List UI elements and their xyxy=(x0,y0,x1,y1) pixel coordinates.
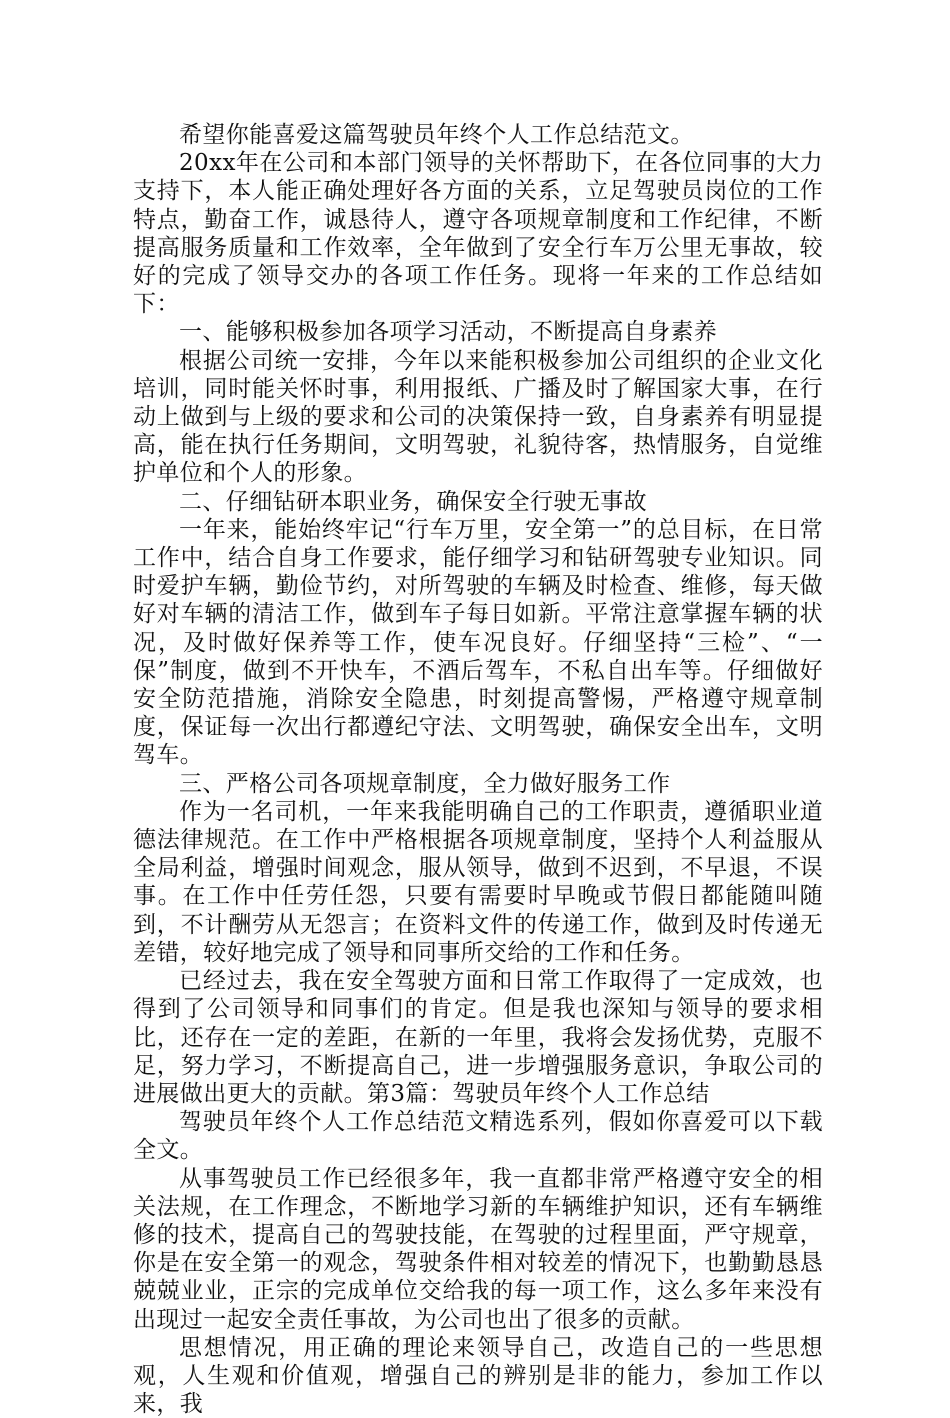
paragraph-experience: 从事驾驶员工作已经很多年，我一直都非常严格遵守安全的相关法规，在工作理念，不断地学习新的车辆维护知识，还有车辆维修的技术，提高自己的驾驶技能，在驾驶的过程里面，严守规章，你是在安全第一的观念，驾驶条件相对较差的情况下，也勤勤恳恳兢兢业业，正宗的完成单位交给我的每一项工作，这么多年来没有出现过一起安全责任事故，为公司也出了很多的贡献。 xyxy=(133,1165,823,1333)
section-heading-2: 二、仔细钻研本职业务，确保安全行驶无事故 xyxy=(179,488,647,515)
section-heading-3: 三、严格公司各项规章制度，全力做好服务工作 xyxy=(179,770,671,797)
paragraph-thoughts: 思想情况，用正确的理论来领导自己，改造自己的一些思想观，人生观和价值观，增强自己的辨别是非的能力，参加工作以来，我 xyxy=(133,1334,823,1418)
paragraph-section-3: 作为一名司机，一年来我能明确自己的工作职责，遵循职业道德法律规范。在工作中严格根据各项规章制度，坚持个人利益服从全局利益，增强时间观念，服从领导，做到不迟到，不早退，不误事。在工作中任劳任怨，只要有需要时早晚或节假日都能随叫随到，不计酬劳从无怨言；在资料文件的传递工作，做到及时传递无差错，较好地完成了领导和同事所交给的工作和任务。 xyxy=(133,798,823,966)
paragraph-section-1: 根据公司统一安排，今年以来能积极参加公司组织的企业文化培训，同时能关怀时事，利用报纸、广播及时了解国家大事，在行动上做到与上级的要求和公司的决策保持一致，自身素养有明显提高，能在执行任务期间，文明驾驶，礼貌待客，热情服务，自觉维护单位和个人的形象。 xyxy=(133,347,823,487)
paragraph-section-2: 一年来，能始终牢记“行车万里，安全第一”的总目标，在日常工作中，结合自身工作要求，能仔细学习和钻研驾驶专业知识。同时爱护车辆，勤俭节约，对所驾驶的车辆及时检查、维修，每天做好对车辆的清洁工作，做到车子每日如新。平常注意掌握车辆的状况，及时做好保养等工作，使车况良好。仔细坚持“三检”、“一保”制度，做到不开快车，不酒后驾车，不私自出车等。仔细做好安全防范措施，消除安全隐患，时刻提高警惕，严格遵守规章制度，保证每一次出行都遵纪守法、文明驾驶，确保安全出车，文明驾车。 xyxy=(133,516,823,769)
paragraph-intro: 希望你能喜爱这篇驾驶员年终个人工作总结范文。 xyxy=(179,122,694,148)
document-body xyxy=(133,121,823,1418)
paragraph-conclusion: 已经过去，我在安全驾驶方面和日常工作取得了一定成效，也得到了公司领导和同事们的肯定。但是我也深知与领导的要求相比，还存在一定的差距，在新的一年里，我将会发扬优势，克服不足，努力学习，不断提高自己，进一步增强服务意识，争取公司的进展做出更大的贡献。第3篇：驾驶员年终个人工作总结 xyxy=(133,968,823,1107)
paragraph-overview: 20xx年在公司和本部门领导的关怀帮助下，在各位同事的大力支持下，本人能正确处理好各方面的关系，立足驾驶员岗位的工作特点，勤奋工作，诚恳待人，遵守各项规章制度和工作纪律，不断提高服务质量和工作效率，全年做到了安全行车万公里无事故，较好的完成了领导交办的各项工作任务。现将一年来的工作总结如下： xyxy=(133,150,823,318)
paragraph-article-3-intro: 驾驶员年终个人工作总结范文精选系列，假如你喜爱可以下载全文。 xyxy=(133,1109,823,1164)
section-heading-1: 一、能够积极参加各项学习活动，不断提高自身素养 xyxy=(179,319,718,346)
